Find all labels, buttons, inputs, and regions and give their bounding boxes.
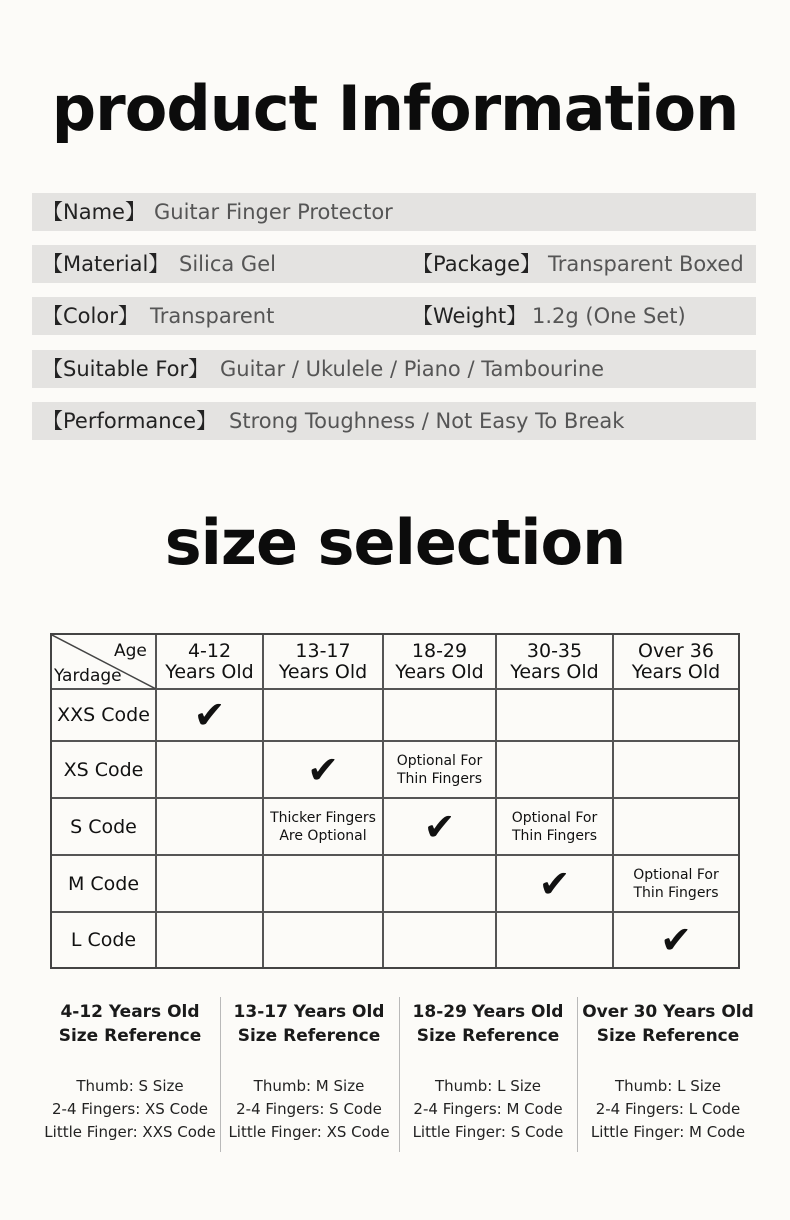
info-row-suitable: [32, 350, 756, 388]
size-reference-over-30: Over 30 Years Old Size Reference Thumb: L Size 2-4 Fingers: L Code Little Finger: M Code: [582, 1002, 754, 1141]
row-label-s: S Code: [70, 815, 137, 838]
package-value: Transparent Boxed: [548, 252, 744, 276]
info-row-color-weight: [32, 297, 756, 335]
page-title: product Information: [51, 72, 739, 145]
row-label-l: L Code: [70, 929, 137, 951]
corner-yardage-label: Yardage: [54, 666, 122, 686]
note-s-13-17: Thicker Fingers Are Optional: [270, 809, 376, 844]
name-value: Guitar Finger Protector: [154, 200, 393, 224]
corner-age-label: Age: [114, 641, 147, 661]
performance-value: Strong Toughness / Not Easy To Break: [229, 409, 625, 433]
column-header-13-17: 13-17 Years Old: [278, 639, 368, 683]
check-mark-icon: ✔: [193, 693, 226, 737]
size-reference-18-29: 18-29 Years Old Size Reference Thumb: L Size 2-4 Fingers: M Code Little Finger: S Code: [412, 1002, 564, 1141]
column-header-30-35: 30-35 Years Old: [510, 639, 599, 683]
size-table: [50, 633, 740, 969]
check-mark-icon: ✔: [307, 747, 339, 792]
info-row-name: [32, 193, 756, 231]
weight-value: 1.2g (One Set): [532, 304, 686, 328]
size-reference-4-12: 4-12 Years Old Size Reference Thumb: S Size 2-4 Fingers: XS Code Little Finger: XXS Code: [44, 1002, 216, 1141]
check-mark-icon: ✔: [423, 804, 456, 849]
package-label: 【Package】: [412, 252, 542, 276]
color-value: Transparent: [150, 304, 275, 328]
suitable-value: Guitar / Ukulele / Piano / Tambourine: [220, 357, 605, 381]
column-header-over-36: Over 36 Years Old: [631, 639, 721, 683]
row-label-m: M Code: [67, 872, 140, 895]
weight-label: 【Weight】: [412, 304, 528, 328]
suitable-label: 【Suitable For】: [42, 357, 210, 381]
column-divider: [577, 997, 578, 1152]
check-mark-icon: ✔: [660, 918, 692, 962]
check-mark-icon: ✔: [538, 861, 571, 906]
column-header-4-12: 4-12 Years Old: [165, 639, 254, 683]
info-row-performance: [32, 402, 756, 440]
material-label: 【Material】: [42, 252, 170, 276]
material-value: Silica Gel: [179, 252, 276, 276]
note-xs-18-29: Optional For Thin Fingers: [396, 752, 483, 787]
size-reference-13-17: 13-17 Years Old Size Reference Thumb: M Size 2-4 Fingers: S Code Little Finger: XS Code: [228, 1002, 390, 1141]
performance-label: 【Performance】: [42, 409, 218, 433]
note-s-30-35: Optional For Thin Fingers: [511, 809, 598, 844]
info-row-material-package: [32, 245, 756, 283]
column-header-18-29: 18-29 Years Old: [395, 639, 484, 683]
size-section-title: size selection: [164, 506, 626, 579]
color-label: 【Color】: [42, 304, 139, 328]
row-label-xxs: XXS Code: [57, 704, 150, 726]
note-m-over-36: Optional For Thin Fingers: [633, 866, 719, 901]
name-label: 【Name】: [42, 200, 146, 224]
row-label-xs: XS Code: [63, 758, 144, 781]
